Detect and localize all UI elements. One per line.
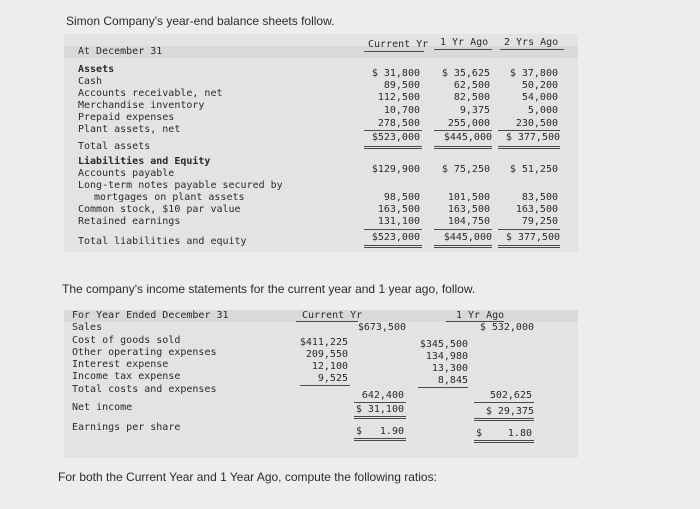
assets-label: Assets <box>78 64 115 75</box>
subtotal-line <box>474 402 534 403</box>
value: $445,000 <box>443 132 492 143</box>
value: $ 51,250 <box>509 164 558 175</box>
value: $129,900 <box>371 164 420 175</box>
row-label: Common stock, $10 par value <box>78 204 241 215</box>
currency-sign: $ <box>356 426 363 437</box>
value: 209,550 <box>305 349 348 360</box>
intro-text: Simon Company's year-end balance sheets follow. <box>66 14 335 28</box>
value: 98,500 <box>383 192 420 203</box>
value: 13,300 <box>431 363 468 374</box>
value: 62,500 <box>453 80 490 91</box>
value: $ 37,800 <box>509 68 558 79</box>
row-label: Earnings per share <box>72 422 181 433</box>
header-underline-1 <box>364 51 424 52</box>
value: 112,500 <box>377 92 420 103</box>
row-label: Income tax expense <box>72 371 181 382</box>
balance-header-label: At December 31 <box>78 46 163 57</box>
row-label: Prepaid expenses <box>78 112 175 123</box>
value: $ 31,800 <box>371 68 420 79</box>
value: $523,000 <box>371 232 420 243</box>
row-label: Sales <box>72 322 103 333</box>
total-line <box>354 418 406 419</box>
currency-sign: $ <box>476 428 483 439</box>
subtotal-line <box>354 402 406 403</box>
value: 163,500 <box>447 204 490 215</box>
value: $345,500 <box>419 339 468 350</box>
value: 278,500 <box>377 118 420 129</box>
value: 79,250 <box>521 216 558 227</box>
total-line <box>364 148 422 149</box>
total-line <box>434 245 492 246</box>
value: $ 377,500 <box>505 132 560 143</box>
row-label: Merchandise inventory <box>78 100 205 111</box>
value: 9,375 <box>459 105 490 116</box>
total-line <box>498 148 560 149</box>
income-intro-text: The company's income statements for the current year and 1 year ago, follow. <box>62 282 476 296</box>
total-line <box>434 148 492 149</box>
subtotal-line <box>434 229 492 230</box>
value: 104,750 <box>447 216 490 227</box>
value: 255,000 <box>447 118 490 129</box>
row-label: Cash <box>78 76 103 87</box>
income-header-label: For Year Ended December 31 <box>72 310 229 321</box>
value: 50,200 <box>521 80 558 91</box>
value: 642,400 <box>361 390 404 401</box>
value: 9,525 <box>317 373 348 384</box>
value: 131,100 <box>377 216 420 227</box>
total-line <box>364 247 422 248</box>
value: 10,700 <box>383 105 420 116</box>
value: 230,500 <box>515 118 558 129</box>
row-label: Total costs and expenses <box>72 384 217 395</box>
value: 54,000 <box>521 92 558 103</box>
liabilities-equity-label: Liabilities and Equity <box>78 156 211 167</box>
col-header-current: Current Yr <box>368 39 429 50</box>
value: $ 75,250 <box>441 164 490 175</box>
value: $ 29,375 <box>485 406 534 417</box>
value: $445,000 <box>443 232 492 243</box>
col-header-1yr: 1 Yr Ago <box>456 310 505 321</box>
total-line <box>498 247 560 248</box>
row-label: Net income <box>72 402 133 413</box>
value: 82,500 <box>453 92 490 103</box>
row-label: Total assets <box>78 141 151 152</box>
value: $ 35,625 <box>441 68 490 79</box>
total-line <box>354 440 406 441</box>
value: 163,500 <box>377 204 420 215</box>
col-header-1yr: 1 Yr Ago <box>440 37 489 48</box>
income-statement-table <box>64 310 578 458</box>
value: 163,500 <box>515 204 558 215</box>
row-label: Long-term notes payable secured by <box>78 180 283 191</box>
value: $ 532,000 <box>479 322 534 333</box>
value: $673,500 <box>357 322 406 333</box>
total-line <box>364 245 422 246</box>
header-underline-3 <box>500 49 564 50</box>
col-header-current: Current Yr <box>302 310 363 321</box>
instruction-text: For both the Current Year and 1 Year Ago, compute the following ratios: <box>58 470 437 484</box>
value: 12,100 <box>311 361 348 372</box>
total-line <box>474 440 534 441</box>
total-line <box>498 245 560 246</box>
row-label: Total liabilities and equity <box>78 236 247 247</box>
value: 8,845 <box>437 375 468 386</box>
value: $ 377,500 <box>505 232 560 243</box>
total-line <box>498 146 560 147</box>
row-label: Retained earnings <box>78 216 181 227</box>
header-underline-2 <box>434 49 492 50</box>
row-label: Other operating expenses <box>72 347 217 358</box>
total-line <box>354 438 406 439</box>
value: $411,225 <box>299 337 348 348</box>
total-line <box>364 146 422 147</box>
value: $ 31,100 <box>355 404 404 415</box>
row-label: Accounts payable <box>78 168 175 179</box>
value: 134,980 <box>425 351 468 362</box>
value: 5,000 <box>527 105 558 116</box>
value: 83,500 <box>521 192 558 203</box>
col-header-2yr: 2 Yrs Ago <box>504 37 559 48</box>
value: 89,500 <box>383 80 420 91</box>
value: $523,000 <box>371 132 420 143</box>
row-label: Plant assets, net <box>78 124 181 135</box>
total-line <box>434 146 492 147</box>
row-label: Interest expense <box>72 359 169 370</box>
total-line <box>354 416 406 417</box>
total-line <box>474 442 534 443</box>
balance-sheet-table <box>64 34 578 252</box>
subtotal-line <box>434 130 492 131</box>
row-label: Cost of goods sold <box>72 335 181 346</box>
subtotal-line <box>364 229 422 230</box>
subtotal-line <box>418 387 468 388</box>
total-line <box>434 247 492 248</box>
value: 1.90 <box>379 426 404 437</box>
total-line <box>474 418 534 419</box>
total-line <box>474 420 534 421</box>
subtotal-line <box>498 130 560 131</box>
subtotal-line <box>300 385 350 386</box>
value: 101,500 <box>447 192 490 203</box>
row-label: Accounts receivable, net <box>78 88 223 99</box>
subtotal-line <box>498 229 560 230</box>
value: 1.80 <box>507 428 532 439</box>
row-label-cont: mortgages on plant assets <box>94 192 245 203</box>
subtotal-line <box>364 130 422 131</box>
value: 502,625 <box>489 390 532 401</box>
